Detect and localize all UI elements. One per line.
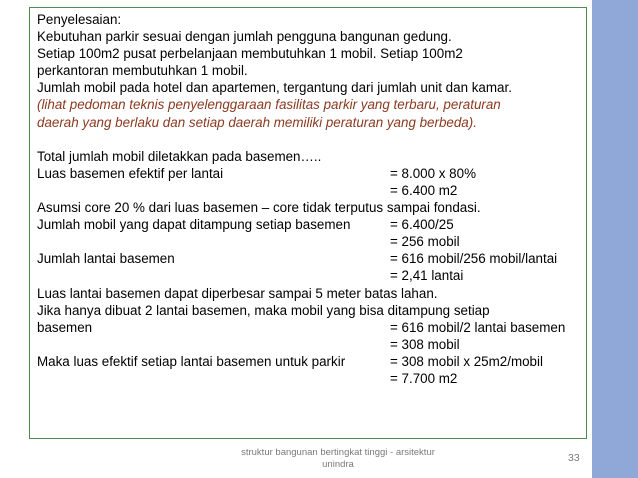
- calc-value: = 2,41 lantai: [390, 268, 464, 284]
- text-line: perkantoran membutuhkan 1 mobil.: [37, 63, 248, 79]
- calc-value: = 308 mobil: [390, 336, 460, 352]
- footer-line-2: unindra: [322, 459, 354, 470]
- calc-label: [37, 267, 390, 284]
- calc-label: [37, 233, 390, 250]
- footer-line-1: struktur bangunan bertingkat tinggi - arsitektur: [241, 447, 435, 458]
- calc-label: [37, 336, 390, 353]
- calc-label: Maka luas efektif setiap lantai basemen untuk parkir: [37, 353, 346, 369]
- page-number: 33: [568, 452, 580, 464]
- calc-row: [37, 165, 586, 182]
- calc-value: = 256 mobil: [390, 234, 460, 250]
- calc-value: = 616 mobil/256 mobil/lantai: [390, 251, 558, 267]
- calc-label: basemen: [37, 319, 93, 335]
- calc-row: [37, 233, 586, 250]
- calc-row: [37, 216, 586, 233]
- calc-value: = 6.400 m2: [390, 182, 458, 198]
- calc-label: [37, 370, 390, 387]
- spacer: [37, 131, 586, 148]
- text-line: Kebutuhan parkir sesuai dengan jumlah pengguna bangunan gedung.: [37, 29, 452, 45]
- total-line: Total jumlah mobil diletakkan pada basemen…..: [37, 148, 322, 164]
- calc-value: = 616 mobil/2 lantai basemen: [390, 319, 566, 335]
- text-line: Jika hanya dibuat 2 lantai basemen, maka mobil yang bisa ditampung setiap: [37, 302, 490, 318]
- calc-row: [37, 319, 586, 336]
- slide-footer: [222, 447, 454, 471]
- text-line: Jumlah mobil pada hotel dan apartemen, tergantung dari jumlah unit dan kamar.: [37, 80, 512, 96]
- italic-note-line: (lihat pedoman teknis penyelenggaraan fasilitas parkir yang terbaru, peraturan: [37, 97, 501, 113]
- calc-label: Luas basemen efektif per lantai: [37, 165, 224, 181]
- calc-row: [37, 353, 586, 370]
- text-line: Luas lantai basemen dapat diperbesar sampai 5 meter batas lahan.: [37, 285, 438, 301]
- calc-label: Jumlah mobil yang dapat ditampung setiap basemen: [37, 217, 351, 233]
- calc-value: = 7.700 m2: [390, 370, 458, 386]
- calc-row: [37, 250, 586, 267]
- calc-row: [37, 267, 586, 284]
- calc-value: = 8.000 x 80%: [390, 165, 476, 181]
- calc-value: = 6.400/25: [390, 217, 454, 233]
- calc-row: [37, 182, 586, 199]
- heading-line: Penyelesaian:: [37, 12, 122, 27]
- core-assumption-line: Asumsi core 20 % dari luas basemen – core tidak terputus sampai fondasi.: [37, 200, 481, 216]
- calc-row: [37, 336, 586, 353]
- side-decor-band: [592, 0, 638, 478]
- calc-label: Jumlah lantai basemen: [37, 251, 175, 267]
- calc-value: = 308 mobil x 25m2/mobil: [390, 353, 543, 369]
- calc-row: [37, 370, 586, 387]
- text-line: Setiap 100m2 pusat perbelanjaan membutuhkan 1 mobil. Setiap 100m2: [37, 46, 463, 62]
- calc-label: [37, 182, 390, 199]
- italic-note-line: daerah yang berlaku dan setiap daerah memiliki peraturan yang berbeda).: [37, 114, 477, 130]
- content-box: [29, 7, 587, 439]
